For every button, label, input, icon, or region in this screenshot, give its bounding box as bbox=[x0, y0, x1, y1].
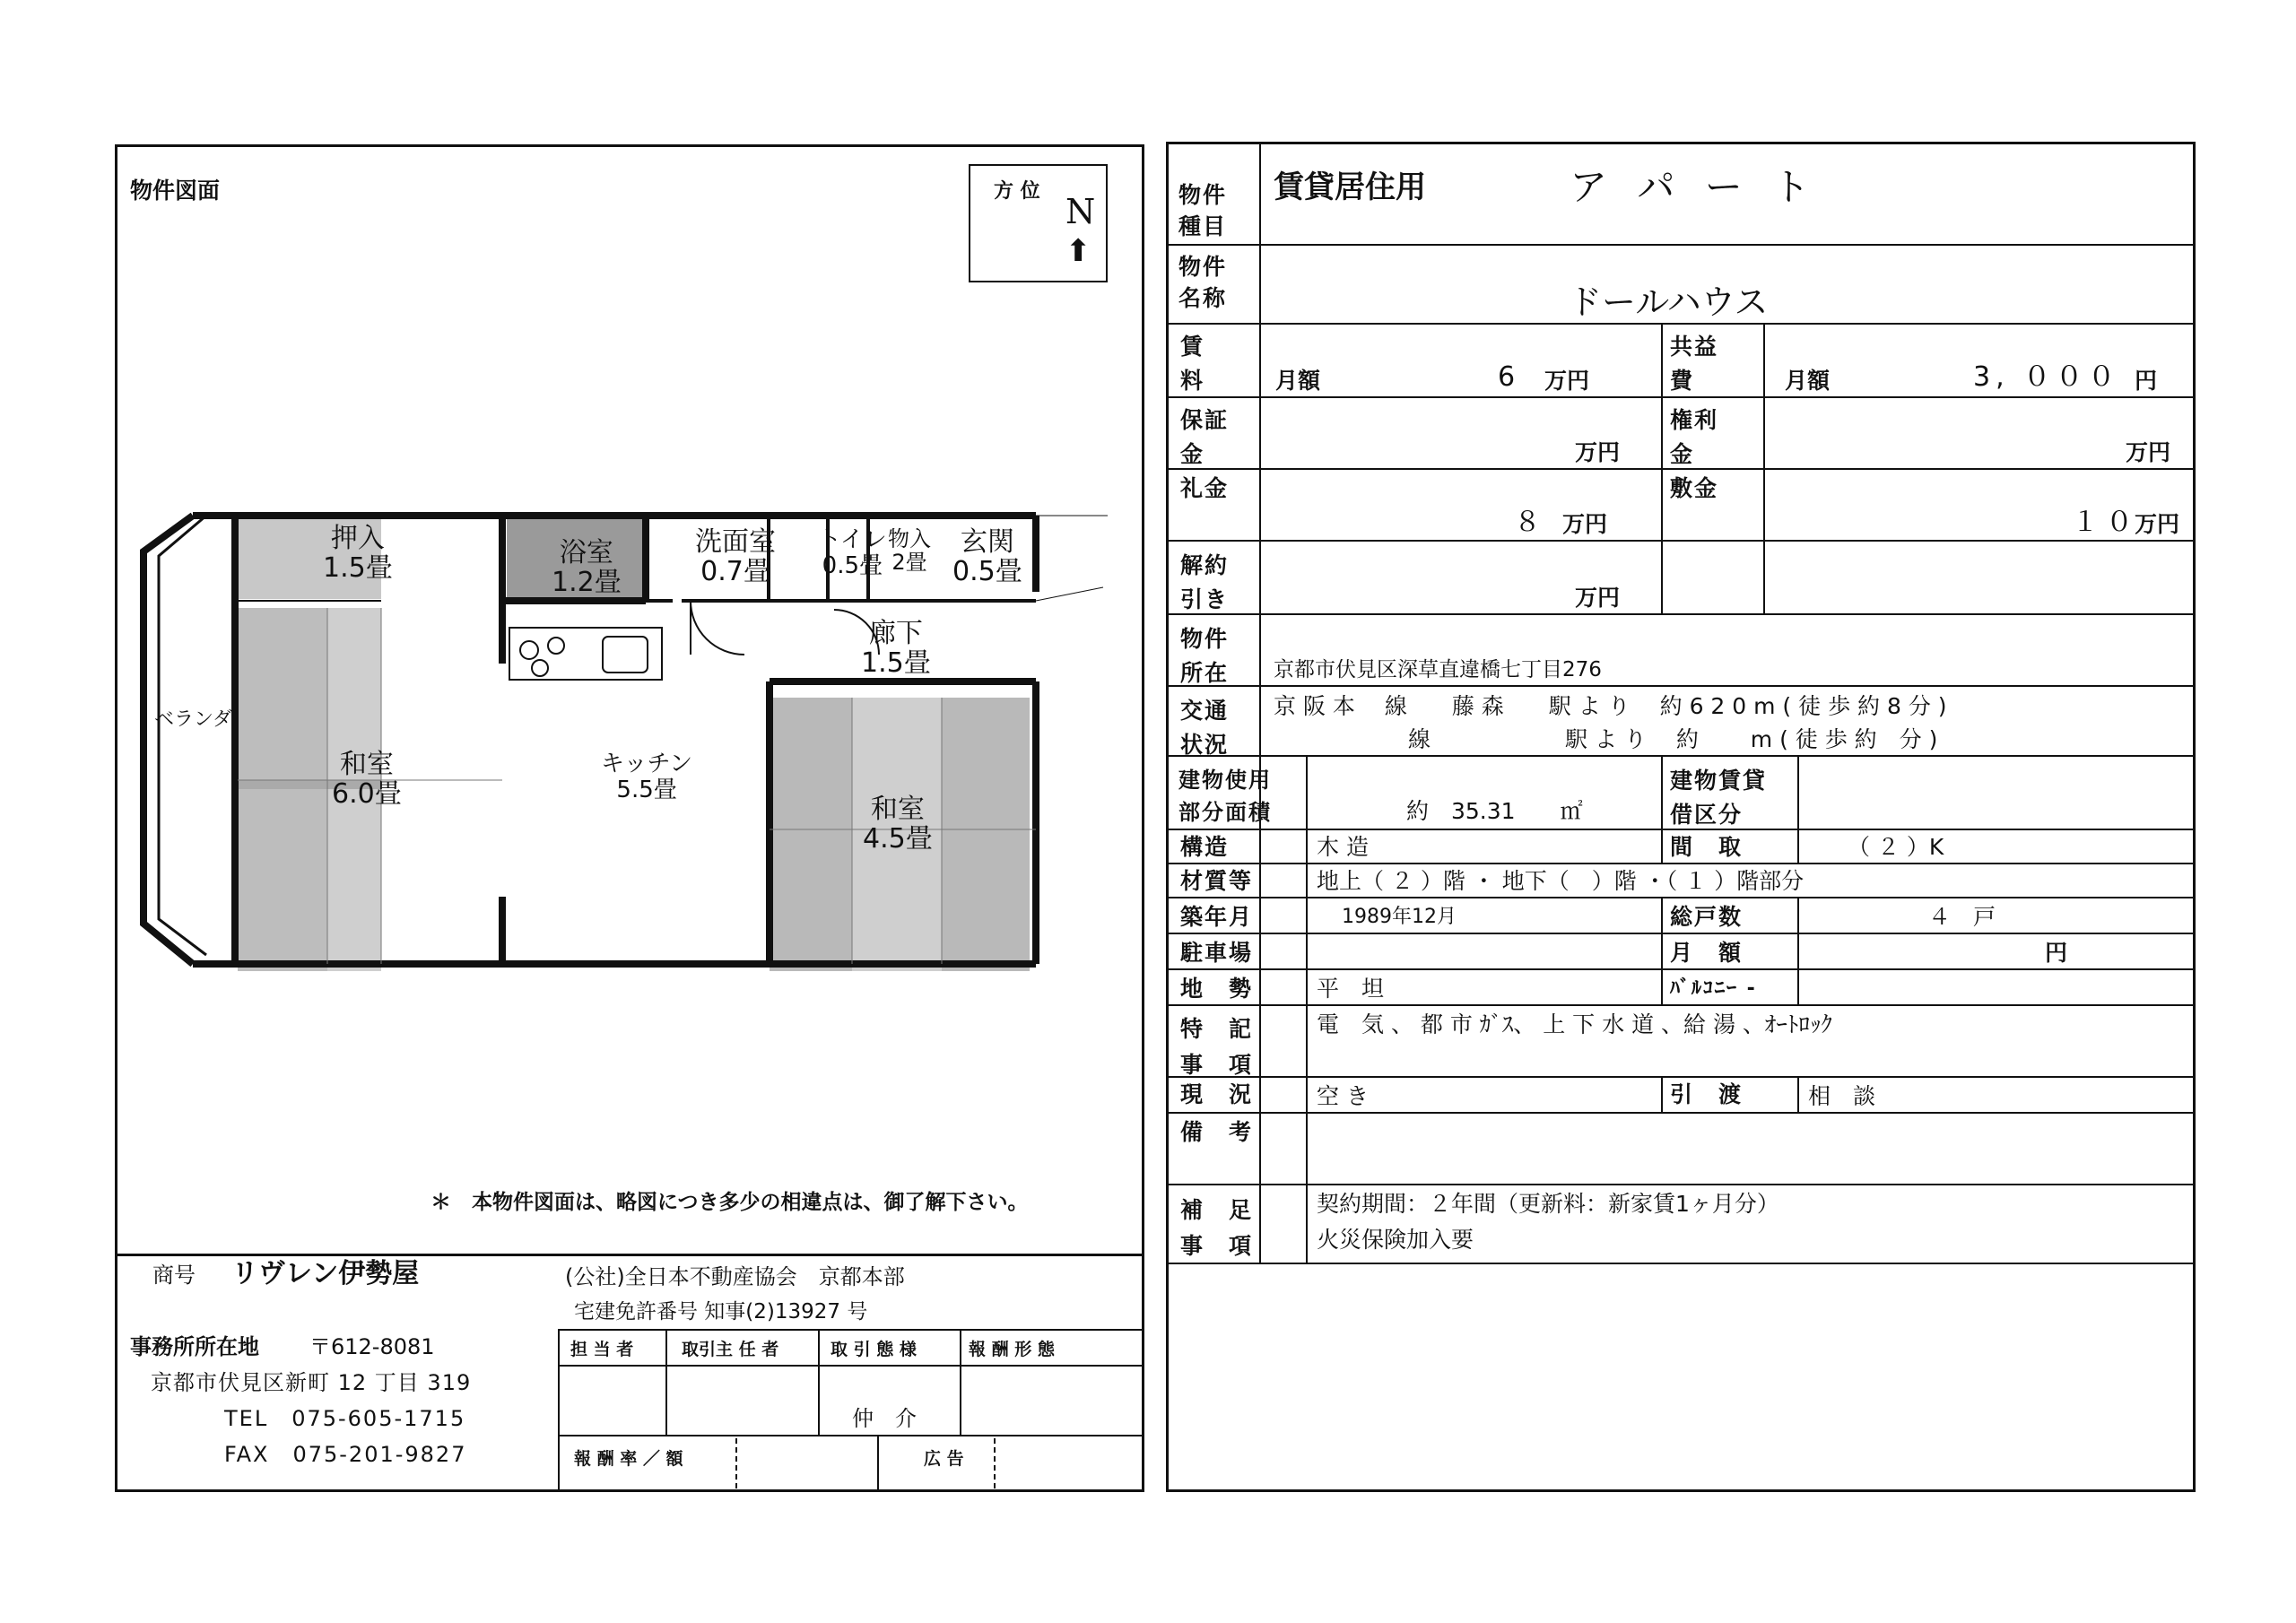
deal-type: 仲 介 bbox=[852, 1406, 917, 1431]
room-genkan: 玄関 0.5畳 bbox=[952, 526, 1022, 587]
type-value: 賃貸居住用 bbox=[1274, 169, 1426, 205]
floor-layout-label: 間 取 bbox=[1670, 834, 1744, 860]
transport-line-1: 京 阪 本 線 藤 森 駅 よ り 約 6 2 0 m ( 徒 歩 約 8 分 ) bbox=[1274, 693, 1947, 719]
handover-value: 相 談 bbox=[1808, 1083, 1876, 1109]
common-monthly-label: 月額 bbox=[1785, 368, 1831, 394]
transport-label: 交通 状況 bbox=[1180, 698, 1230, 758]
built-value: 1989年12月 bbox=[1342, 906, 1457, 928]
property-name: ドールハウス bbox=[1568, 282, 1769, 322]
special-notes-label: 特 記 事 項 bbox=[1180, 1016, 1254, 1078]
parking-unit: 円 bbox=[2045, 940, 2068, 966]
remarks-label: 備 考 bbox=[1180, 1119, 1254, 1145]
type-label: 物件 種目 bbox=[1178, 182, 1228, 239]
trade-name-label: 商号 bbox=[152, 1263, 196, 1288]
total-units-label: 総戸数 bbox=[1670, 904, 1744, 930]
agent-header-deal: 取 引 態 様 bbox=[831, 1340, 917, 1359]
floor-plan-title: 物件図面 bbox=[130, 178, 221, 204]
office-fax: FAX 075-201-9827 bbox=[224, 1442, 467, 1467]
room-toilet: トイレ 0.5畳 bbox=[818, 526, 887, 579]
reikin-label: 礼金 bbox=[1180, 475, 1230, 501]
ad-label: 広 告 bbox=[924, 1449, 964, 1469]
deposit-label: 保証 金 bbox=[1180, 407, 1230, 467]
agent-header-manager: 取引主 任 者 bbox=[682, 1340, 779, 1359]
location-value: 京都市伏見区深草直違橋七丁目276 bbox=[1274, 658, 1602, 681]
parking-label: 駐車場 bbox=[1180, 940, 1254, 966]
shikikin-value: １０ bbox=[2072, 507, 2140, 538]
room-oshiire: 押入 1.5畳 bbox=[323, 523, 393, 584]
reikin-value: ８ bbox=[1514, 507, 1541, 538]
key-money-label: 権利 金 bbox=[1670, 407, 1719, 467]
transport-line-2: 線 駅 よ り 約 m ( 徒 歩 約 分 ) bbox=[1408, 726, 1938, 752]
room-bath: 浴室 1.2畳 bbox=[552, 537, 622, 598]
rent-value: 6 bbox=[1498, 361, 1516, 393]
parking-monthly-label: 月 額 bbox=[1670, 940, 1744, 966]
shikikin-label: 敷金 bbox=[1670, 475, 1719, 501]
material-value: 地上（ ２ ）階 ・ 地下（ ）階 ・（ １ ）階部分 bbox=[1317, 868, 1805, 894]
deposit-unit: 万円 bbox=[1575, 439, 1621, 465]
cancel-deduction-label: 解約 引き bbox=[1180, 552, 1230, 612]
compass-box bbox=[969, 164, 1108, 282]
location-label: 物件 所在 bbox=[1180, 626, 1230, 686]
room-washitsu-4-5: 和室 4.5畳 bbox=[863, 794, 933, 855]
office-label: 事務所所在地 bbox=[130, 1334, 259, 1359]
fee-rate-label: 報 酬 率 ／ 額 bbox=[574, 1449, 683, 1469]
structure-label: 構造 bbox=[1180, 834, 1230, 860]
terrain-value: 平 坦 bbox=[1317, 976, 1385, 1002]
status-value: 空 き bbox=[1317, 1083, 1369, 1109]
cancel-deduction-unit: 万円 bbox=[1575, 585, 1621, 611]
area-label: 建物使用 部分面積 bbox=[1178, 768, 1272, 825]
floor-layout-value: （ ２ ）K bbox=[1848, 834, 1944, 860]
supplementary-label: 補 足 事 項 bbox=[1180, 1197, 1254, 1259]
association-name: (公社)全日本不動産協会 京都本部 bbox=[565, 1264, 905, 1289]
room-wash: 洗面室 0.7畳 bbox=[695, 526, 776, 587]
contract-period: 契約期間：２年間（更新料：新家賃1ヶ月分） bbox=[1317, 1191, 1779, 1217]
key-money-unit: 万円 bbox=[2126, 439, 2171, 465]
structure-value: 木 造 bbox=[1317, 834, 1369, 860]
common-fee-value: 3, ０００ bbox=[1973, 361, 2121, 393]
shikikin-unit: 万円 bbox=[2135, 511, 2180, 537]
rent-monthly-label: 月額 bbox=[1275, 368, 1321, 394]
lease-type-label: 建物賃貸 借区分 bbox=[1670, 768, 1768, 828]
total-units-value: ４ 戸 bbox=[1928, 904, 1996, 930]
balcony-label: ﾊﾞﾙｺﾆｰ - bbox=[1670, 977, 1757, 1000]
room-storage: 物入 2畳 bbox=[888, 526, 931, 576]
room-hall: 廊下 1.5畳 bbox=[861, 618, 931, 679]
handover-label: 引 渡 bbox=[1670, 1081, 1744, 1107]
license-number: 宅建免許番号 知事(2)13927 号 bbox=[574, 1300, 868, 1324]
area-value: 約 35.31 ㎡ bbox=[1406, 798, 1583, 824]
type-value-apartment: ア パ ー ト bbox=[1570, 165, 1820, 209]
office-address: 京都市伏見区新町 12 丁目 319 bbox=[151, 1370, 472, 1395]
office-postal: 〒612-8081 bbox=[309, 1334, 435, 1359]
fire-insurance-note: 火災保険加入要 bbox=[1317, 1227, 1474, 1253]
room-veranda: ベランダ bbox=[154, 708, 233, 731]
special-notes-value: 電 気 、 都 市 ｶﾞｽ、 上 下 水 道 、給 湯 、ｵｰﾄﾛｯｸ bbox=[1317, 1011, 1832, 1037]
trade-name: リヴレン伊勢屋 bbox=[231, 1258, 420, 1289]
terrain-label: 地 勢 bbox=[1180, 976, 1254, 1002]
status-label: 現 況 bbox=[1180, 1081, 1254, 1107]
rent-label: 賃 料 bbox=[1180, 334, 1205, 394]
room-washitsu-6: 和室 6.0畳 bbox=[332, 749, 402, 810]
north-arrow-icon: ⬆ bbox=[1065, 233, 1091, 269]
room-kitchen: キッチン 5.5畳 bbox=[601, 751, 693, 803]
agent-header-staff: 担 当 者 bbox=[570, 1340, 634, 1359]
compass-label: 方 位 bbox=[994, 180, 1040, 203]
material-label: 材質等 bbox=[1180, 868, 1254, 894]
office-tel: TEL 075-605-1715 bbox=[224, 1406, 466, 1431]
common-fee-unit: 円 bbox=[2135, 368, 2158, 394]
built-label: 築年月 bbox=[1180, 904, 1254, 930]
agent-header-fee: 報 酬 形 態 bbox=[969, 1340, 1055, 1359]
name-label: 物件 名称 bbox=[1178, 254, 1228, 311]
compass-north-letter: N bbox=[1065, 192, 1096, 231]
plan-disclaimer: ＊ 本物件図面は、略図につき多少の相違点は、御了解下さい。 bbox=[430, 1191, 1029, 1214]
common-fee-label: 共益 費 bbox=[1670, 334, 1719, 394]
reikin-unit: 万円 bbox=[1562, 511, 1608, 537]
company-divider bbox=[117, 1254, 1143, 1256]
rent-unit: 万円 bbox=[1544, 368, 1590, 394]
